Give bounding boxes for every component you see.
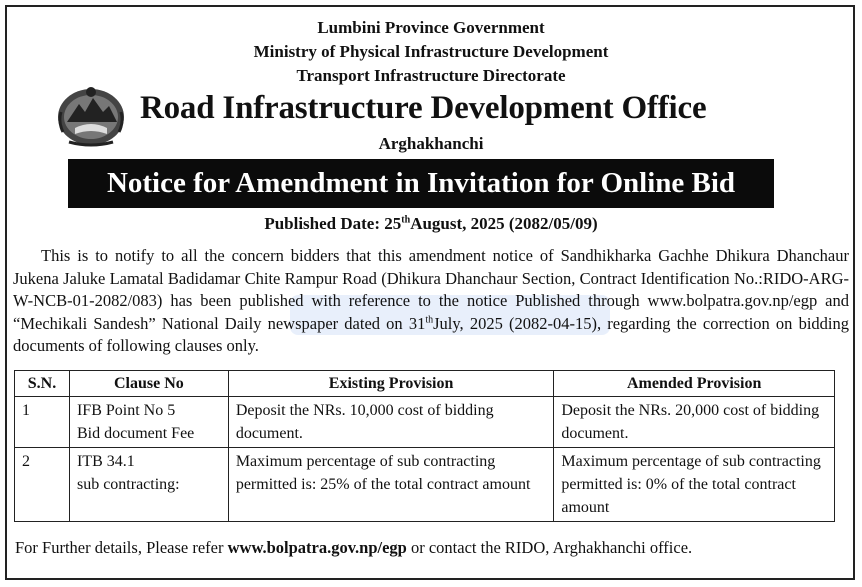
- col-header-clause: Clause No: [69, 371, 228, 397]
- footer-note: [15, 538, 692, 558]
- notice-body-sup: th: [425, 314, 434, 326]
- published-date-rest: August, 2025 (2082/05/09): [410, 214, 598, 233]
- footer-prefix: For Further details, Please refer: [15, 538, 228, 557]
- cell-sn: 1: [15, 397, 70, 448]
- cell-existing: Maximum percentage of sub contracting permitted is: 25% of the total contract amount: [228, 448, 554, 522]
- published-date-label: Published Date: 25: [264, 214, 402, 233]
- cell-sn: 2: [15, 448, 70, 522]
- cell-clause-line2: Bid document Fee: [76, 425, 195, 442]
- table-header-row: [15, 371, 835, 397]
- published-date: [0, 214, 862, 234]
- notice-body-part2: July, 2025 (2082-04-15), regarding the correction on bidding documents of following clauses only.: [13, 313, 850, 356]
- table-row: [15, 397, 835, 448]
- cell-clause-line1: ITB 34.1: [76, 453, 135, 470]
- header-line-directorate: Transport Infrastructure Directorate: [296, 66, 566, 85]
- notice-title-banner: Notice for Amendment in Invitation for Online Bid: [68, 159, 774, 208]
- cell-clause-line2: sub contracting:: [76, 476, 180, 493]
- office-name: Road Infrastructure Development Office: [140, 90, 707, 126]
- published-date-suffix: th: [401, 214, 411, 226]
- footer-link[interactable]: www.bolpatra.gov.np/egp: [227, 538, 407, 557]
- notice-body-part1: This is to notify to all the concern bidders that this amendment notice of Sandhikharka Gachhe Dhikura Dhanchaur Jukena Jaluke Lamatal Badidamar Chite Rampur Road (Dhikura Dhanchaur Section, Contract Identification No.:RIDO-ARG-W-NCB-01-2082/083) has been published with reference to the notice Published through www.bolpatra.gov.np/egp and “Mechikali Sandesh” National Daily newspaper dated on 31: [13, 246, 849, 333]
- notice-body: [13, 245, 849, 358]
- office-location: Arghakhanchi: [378, 134, 484, 153]
- cell-clause: [69, 397, 228, 448]
- col-header-amended: Amended Provision: [554, 371, 835, 397]
- cell-amended: Maximum percentage of sub contracting permitted is: 0% of the total contract amount: [554, 448, 835, 522]
- cell-existing: Deposit the NRs. 10,000 cost of bidding document.: [228, 397, 554, 448]
- footer-suffix: or contact the RIDO, Arghakhanchi office.: [406, 538, 693, 557]
- col-header-existing: Existing Provision: [228, 371, 554, 397]
- cell-clause: [69, 448, 228, 522]
- cell-clause-line1: IFB Point No 5: [76, 402, 176, 419]
- table-row: [15, 448, 835, 522]
- col-header-sn: S.N.: [15, 371, 70, 397]
- cell-amended: Deposit the NRs. 20,000 cost of bidding document.: [554, 397, 835, 448]
- header-line-province: Lumbini Province Government: [317, 18, 545, 37]
- header-line-ministry: Ministry of Physical Infrastructure Development: [253, 42, 609, 61]
- amendment-table: [14, 370, 835, 522]
